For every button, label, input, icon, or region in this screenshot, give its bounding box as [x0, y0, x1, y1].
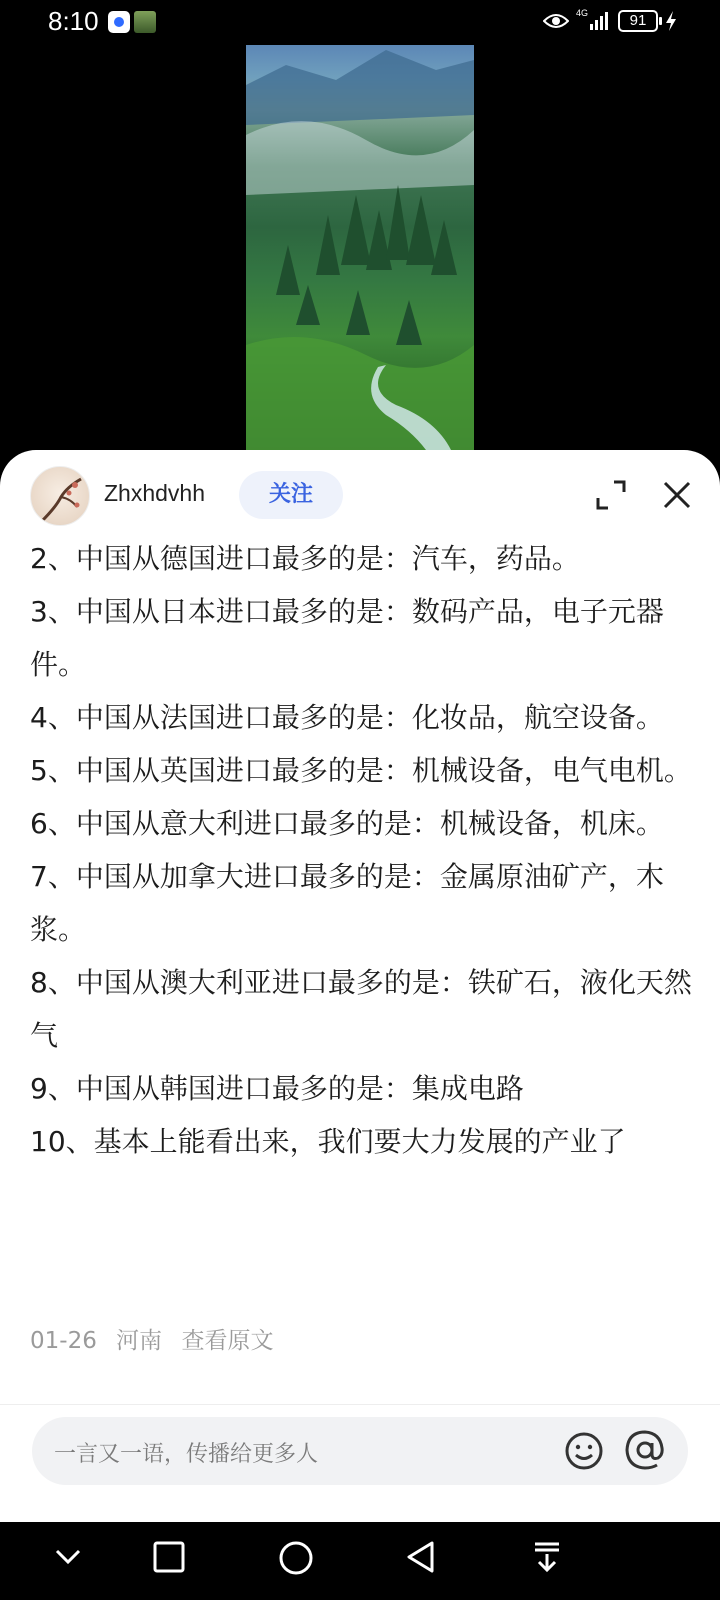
gallery-thumbnail-icon: [134, 11, 156, 33]
back-triangle-icon[interactable]: [404, 1540, 438, 1574]
status-time: 8:10: [48, 6, 99, 36]
battery-level: 91: [629, 12, 647, 29]
home-circle-icon[interactable]: [278, 1540, 314, 1576]
post-meta: [30, 1322, 285, 1355]
content-line: 10、基本上能看出来，我们要大力发展的产业了: [30, 1125, 626, 1158]
expand-icon[interactable]: [594, 478, 628, 512]
content-line: 3、中国从日本进口最多的是：数码产品，电子元器件。: [30, 595, 664, 681]
forest-landscape-image: [246, 45, 474, 450]
avatar[interactable]: [30, 466, 90, 526]
content-line: 8、中国从澳大利亚进口最多的是：铁矿石，液化天然气: [30, 966, 692, 1052]
username[interactable]: Zhxhdvhh: [104, 480, 206, 506]
status-bar: [0, 0, 720, 44]
content-line: 4、中国从法国进口最多的是：化妆品，航空设备。: [30, 701, 664, 734]
baidu-app-icon: [108, 11, 130, 33]
content-line: 6、中国从意大利进口最多的是：机械设备，机床。: [30, 807, 664, 840]
post-detail-sheet: [0, 450, 720, 1522]
follow-button[interactable]: 关注: [239, 471, 343, 519]
content-line: 5、中国从英国进口最多的是：机械设备，电气电机。: [30, 754, 692, 787]
post-content: [30, 532, 698, 1168]
emoji-icon[interactable]: [564, 1431, 604, 1471]
close-icon[interactable]: [660, 478, 694, 512]
post-location: 河南: [116, 1328, 163, 1354]
battery-icon: [618, 10, 658, 32]
battery-tip: [659, 17, 662, 25]
signal-icon: [576, 10, 610, 32]
plum-branch-image: [31, 467, 90, 526]
content-line: 2、中国从德国进口最多的是：汽车，药品。: [30, 542, 580, 575]
notification-pulldown-icon[interactable]: [530, 1540, 564, 1574]
network-label: 4G: [576, 8, 589, 18]
post-date: 01-26: [30, 1328, 97, 1354]
mention-at-icon[interactable]: [622, 1427, 668, 1473]
video-thumbnail[interactable]: [246, 45, 474, 450]
collapse-chevron-icon[interactable]: [52, 1540, 84, 1572]
comment-placeholder: 一言又一语，传播给更多人: [54, 1442, 319, 1467]
eye-icon: [543, 12, 569, 30]
system-nav-bar: [0, 1522, 720, 1600]
view-original-link[interactable]: 查看原文: [181, 1328, 274, 1354]
charging-bolt-icon: [664, 10, 678, 32]
content-line: 9、中国从韩国进口最多的是：集成电路: [30, 1072, 524, 1105]
comment-bar: [0, 1404, 720, 1522]
comment-input[interactable]: [32, 1417, 688, 1485]
recents-square-icon[interactable]: [152, 1540, 186, 1574]
content-line: 7、中国从加拿大进口最多的是：金属原油矿产，木浆。: [30, 860, 664, 946]
